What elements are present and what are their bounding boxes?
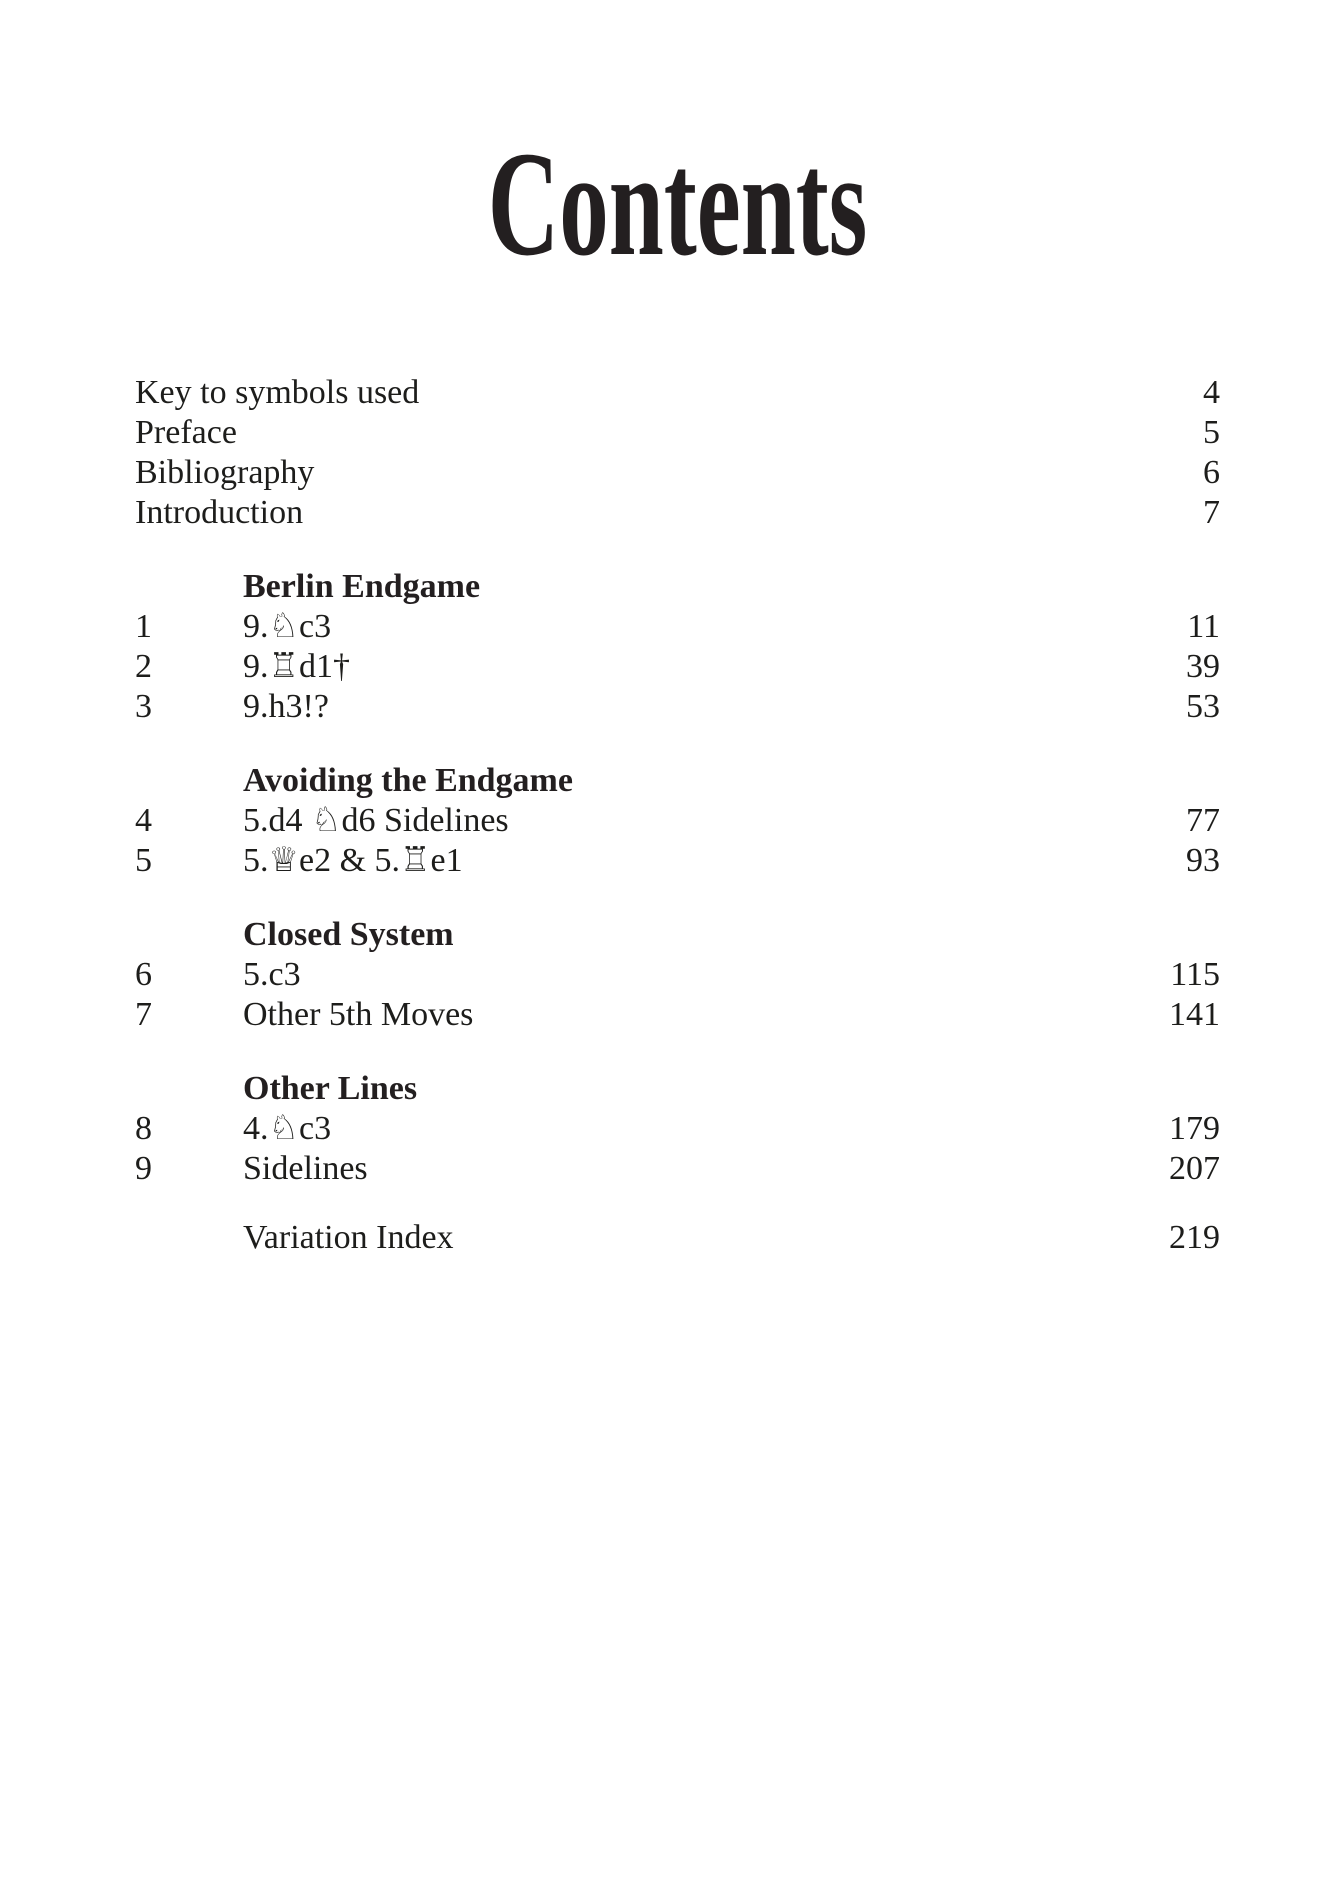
chapter-number: 9: [135, 1150, 152, 1187]
chapter-number: 5: [135, 842, 152, 879]
front-matter-label: Key to symbols used: [135, 374, 420, 411]
page-number: 77: [1186, 802, 1220, 839]
section-heading: Closed System: [243, 916, 454, 953]
chapter-row: [135, 687, 1220, 727]
page-number: 39: [1186, 648, 1220, 685]
section-heading: Other Lines: [243, 1070, 418, 1107]
chapter-title: 5.c3: [243, 956, 301, 993]
front-matter-list: [135, 373, 1220, 533]
page-number: 93: [1186, 842, 1220, 879]
page-title: Contents: [487, 121, 868, 287]
chapter-number: 8: [135, 1110, 152, 1147]
chapter-row: [135, 1149, 1220, 1189]
chapter-title: 5.d4 ♘d6 Sidelines: [243, 802, 509, 839]
front-matter-label: Bibliography: [135, 454, 315, 491]
chapter-row: [135, 607, 1220, 647]
page-number: 141: [1169, 996, 1220, 1033]
chapter-title: 4.♘c3: [243, 1110, 332, 1147]
chapter-title: Other 5th Moves: [243, 996, 474, 1033]
chapter-number: 2: [135, 648, 152, 685]
chapter-title: 9.h3!?: [243, 688, 329, 725]
section-heading-row: [135, 915, 1220, 955]
section-closed-system: [135, 915, 1220, 1035]
chapter-row: [135, 995, 1220, 1035]
chapter-row: [135, 647, 1220, 687]
front-matter-label: Introduction: [135, 494, 304, 531]
variation-index-label: Variation Index: [243, 1219, 454, 1256]
front-matter-row: [135, 453, 1220, 493]
page-number: 7: [1203, 494, 1220, 531]
chapter-number: 4: [135, 802, 152, 839]
chapter-number: 1: [135, 608, 152, 645]
front-matter-label: Preface: [135, 414, 237, 451]
page-number: 53: [1186, 688, 1220, 725]
chapter-number: 7: [135, 996, 152, 1033]
page-number: 11: [1187, 608, 1220, 645]
page-number: 207: [1169, 1150, 1220, 1187]
section-heading-row: [135, 1069, 1220, 1109]
variation-index-row: [135, 1218, 1220, 1258]
section-heading-row: [135, 567, 1220, 607]
chapter-row: [135, 955, 1220, 995]
section-avoiding-the-endgame: [135, 761, 1220, 881]
chapter-title: 5.♕e2 & 5.♖e1: [243, 842, 463, 879]
front-matter-row: [135, 373, 1220, 413]
page-number: 4: [1203, 374, 1220, 411]
section-heading-row: [135, 761, 1220, 801]
page-number: 5: [1203, 414, 1220, 451]
section-other-lines: [135, 1069, 1220, 1189]
chapter-row: [135, 841, 1220, 881]
section-heading: Avoiding the Endgame: [243, 762, 573, 799]
chapter-title: Sidelines: [243, 1150, 368, 1187]
front-matter-row: [135, 493, 1220, 533]
chapter-title: 9.♘c3: [243, 608, 332, 645]
table-of-contents: [135, 121, 1220, 1258]
chapter-number: 6: [135, 956, 152, 993]
page-number: 179: [1169, 1110, 1220, 1147]
page-number: 115: [1170, 956, 1220, 993]
chapter-title: 9.♖d1†: [243, 648, 350, 685]
chapter-row: [135, 1109, 1220, 1149]
section-berlin-endgame: [135, 567, 1220, 727]
chapter-row: [135, 801, 1220, 841]
section-heading: Berlin Endgame: [243, 568, 481, 605]
page-number: 6: [1203, 454, 1220, 491]
front-matter-row: [135, 413, 1220, 453]
chapter-number: 3: [135, 688, 152, 725]
page-number: 219: [1169, 1219, 1220, 1256]
